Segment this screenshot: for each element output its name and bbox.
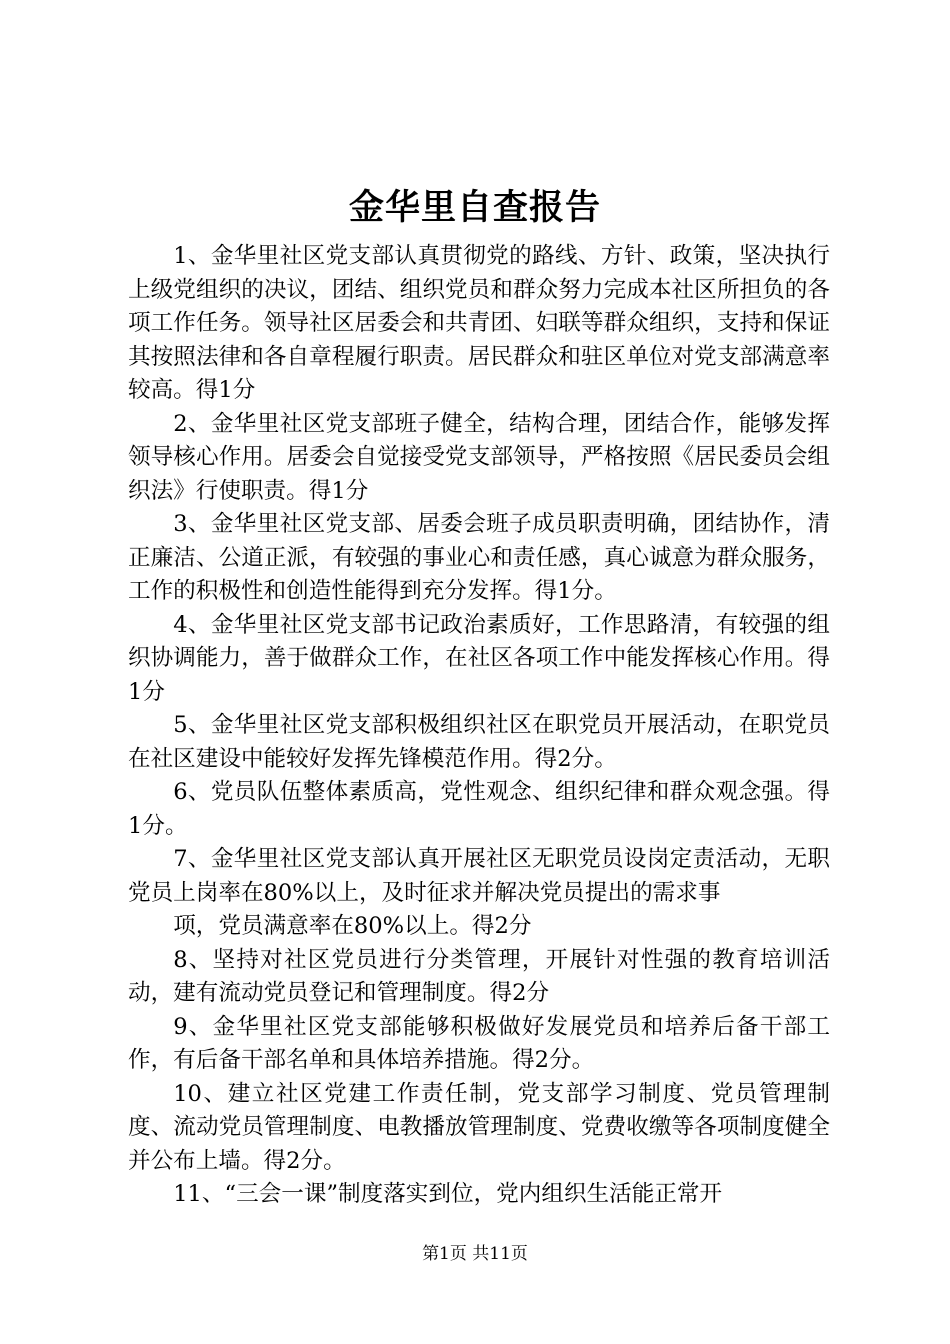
- paragraph-11: 11、“三会一课”制度落实到位，党内组织生活能正常开: [173, 1181, 723, 1207]
- document-body: [128, 240, 830, 1212]
- paragraph-8: 8、坚持对社区党员进行分类管理，开展针对性强的教育培训活动，建有流动党员登记和管理制度。得2分: [128, 946, 830, 1006]
- page-number-footer: 第1页 共11页: [422, 1244, 528, 1264]
- paragraph-6: 6、党员队伍整体素质高，党性观念、组织纪律和群众观念强。得1分。: [128, 779, 830, 839]
- paragraph-3: 3、金华里社区党支部、居委会班子成员职责明确，团结协作，清正廉洁、公道正派，有较强的事业心和责任感，真心诚意为群众服务，工作的积极性和创造性能得到充分发挥。得1分。: [128, 511, 830, 604]
- paragraph-9: 9、金华里社区党支部能够积极做好发展党员和培养后备干部工作，有后备干部名单和具体培养措施。得2分。: [128, 1013, 830, 1073]
- paragraph-1: 1、金华里社区党支部认真贯彻党的路线、方针、政策，坚决执行上级党组织的决议，团结、组织党员和群众努力完成本社区所担负的各项工作任务。领导社区居委会和共青团、妇联等群众组织，支持和保证其按照法律和各自章程履行职责。居民群众和驻区单位对党支部满意率较高。得1分: [128, 243, 830, 403]
- paragraph-5: 5、金华里社区党支部积极组织社区在职党员开展活动，在职党员在社区建设中能较好发挥先锋模范作用。得2分。: [128, 712, 830, 772]
- document-title: 金华里自查报告: [348, 187, 601, 228]
- paragraph-7: 7、金华里社区党支部认真开展社区无职党员设岗定责活动，无职党员上岗率在80%以上，及时征求并解决党员提出的需求事: [128, 846, 830, 906]
- paragraph-2: 2、金华里社区党支部班子健全，结构合理，团结合作，能够发挥领导核心作用。居委会自觉接受党支部领导，严格按照《居民委员会组织法》行使职责。得1分: [128, 410, 830, 504]
- paragraph-7-continued: 项，党员满意率在80%以上。得2分: [173, 913, 532, 939]
- paragraph-4: 4、金华里社区党支部书记政治素质好，工作思路清，有较强的组织协调能力，善于做群众工作，在社区各项工作中能发挥核心作用。得1分: [128, 611, 830, 705]
- paragraph-10: 10、建立社区党建工作责任制，党支部学习制度、党员管理制度、流动党员管理制度、电教播放管理制度、党费收缴等各项制度健全并公布上墙。得2分。: [128, 1080, 830, 1174]
